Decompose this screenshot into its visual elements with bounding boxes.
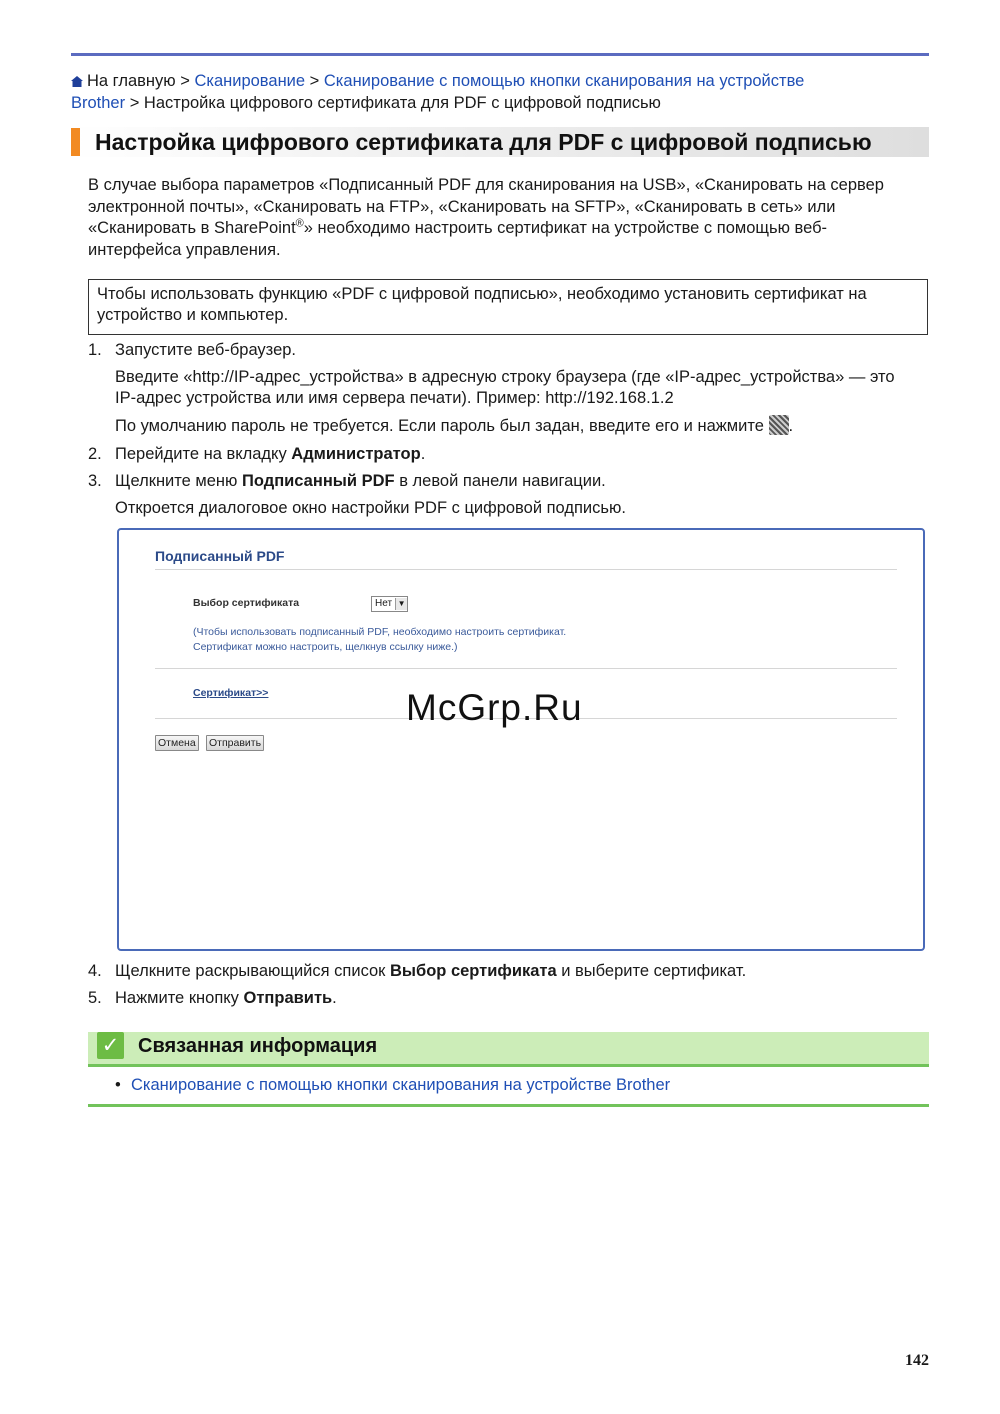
step-text-end: . (420, 445, 426, 463)
step-5 (88, 987, 337, 1009)
check-icon: ✓ (97, 1032, 124, 1059)
intro-line: «Сканировать в SharePoint (88, 219, 296, 237)
step-text: Щелкните меню (115, 472, 242, 490)
intro-line: В случае выбора параметров «Подписанный PDF для сканирования на USB», «Сканировать на сервер (88, 176, 884, 194)
step-1-password (115, 415, 925, 437)
page-number: 142 (905, 1352, 929, 1369)
title-accent-bar (71, 128, 80, 156)
step-text-end: и выберите сертификат. (556, 962, 747, 980)
step-text: Щелкните раскрывающийся список (115, 962, 390, 980)
screenshot-title: Подписанный PDF (155, 548, 285, 564)
page-title-bar (71, 127, 929, 157)
divider (155, 569, 897, 570)
page-title: Настройка цифрового сертификата для PDF с цифровой подписью (95, 129, 872, 155)
breadcrumb-home[interactable]: На главную (87, 72, 176, 90)
step-detail-line: По умолчанию пароль не требуется. Если пароль был задан, введите его и нажмите (115, 417, 764, 435)
divider (155, 668, 897, 669)
cert-hint (193, 625, 566, 655)
step-text-end: в левой панели навигации. (394, 472, 606, 490)
step-text: Перейдите на вкладку (115, 445, 292, 463)
step-detail-line: IP-адрес устройства или имя сервера печати). Пример: http://192.168.1.2 (115, 389, 674, 407)
step-1-detail (115, 367, 925, 409)
step-number: 3. (88, 472, 102, 490)
step-number: 5. (88, 989, 102, 1007)
step-number: 1. (88, 341, 102, 359)
registered-mark: ® (295, 217, 304, 230)
step-text-end: . (332, 989, 337, 1007)
submit-button[interactable]: Отправить (206, 735, 264, 751)
related-info-item (115, 1074, 670, 1096)
login-arrow-icon (769, 415, 789, 435)
embedded-screenshot (117, 528, 925, 951)
certificate-link[interactable]: Сертификат>> (193, 687, 269, 699)
step-bold: Администратор (291, 445, 421, 463)
step-bold: Выбор сертификата (390, 962, 557, 980)
step-bold: Подписанный PDF (242, 472, 395, 490)
breadcrumb-link-scan-button-part1[interactable]: Сканирование с помощью кнопки сканирования на устройстве (323, 72, 805, 90)
step-text: Запустите веб-браузер. (115, 341, 297, 359)
cert-select-value: Нет (375, 598, 393, 609)
note-box: Чтобы использовать функцию «PDF с цифровой подписью», необходимо установить сертификат на устройство и компьютер. (88, 279, 928, 335)
breadcrumb-current: Настройка цифрового сертификата для PDF с цифровой подписью (143, 94, 661, 112)
step-3 (88, 470, 606, 492)
hint-line: Сертификат можно настроить, щелкнув ссылку ниже.) (193, 641, 458, 653)
related-info-title: Связанная информация (138, 1035, 378, 1057)
breadcrumb-separator: > (175, 72, 195, 90)
intro-line: электронной почты», «Сканировать на FTP», «Сканировать на SFTP», «Сканировать в сеть» или (88, 197, 836, 216)
cert-select-label: Выбор сертификата (193, 597, 300, 609)
chevron-down-icon: ▼ (395, 598, 407, 610)
hint-line: (Чтобы использовать подписанный PDF, необходимо настроить сертификат. (193, 626, 567, 638)
cancel-button[interactable]: Отмена (155, 735, 199, 751)
home-icon[interactable] (71, 76, 83, 87)
related-link-scan-button[interactable]: Сканирование с помощью кнопки сканирования на устройстве Brother (131, 1076, 671, 1094)
step-4 (88, 960, 746, 982)
cert-select-dropdown[interactable] (371, 596, 408, 612)
step-number: 4. (88, 962, 102, 980)
step-3-detail: Откроется диалоговое окно настройки PDF с цифровой подписью. (115, 499, 626, 517)
step-2 (88, 443, 425, 465)
breadcrumb-separator: > (125, 94, 144, 112)
bullet: • (115, 1076, 121, 1094)
step-detail-end: . (788, 417, 794, 435)
step-1 (88, 339, 296, 361)
breadcrumb-separator: > (305, 72, 324, 90)
intro-line: » необходимо настроить сертификат на устройстве с помощью веб- (303, 219, 828, 237)
related-info-header (88, 1032, 929, 1067)
watermark: McGrp.Ru (406, 687, 583, 728)
breadcrumb-link-scanning[interactable]: Сканирование (194, 72, 306, 90)
top-rule (71, 53, 929, 56)
intro-line: интерфейса управления. (88, 240, 281, 259)
intro-paragraph (88, 175, 930, 261)
step-text: Нажмите кнопку (115, 989, 244, 1007)
breadcrumb (71, 70, 931, 114)
related-info-bottom-rule (88, 1104, 929, 1107)
step-bold: Отправить (243, 989, 333, 1007)
step-number: 2. (88, 445, 102, 463)
step-detail-line: Введите «http://IP-адрес_устройства» в адресную строку браузера (где «IP-адрес_устройства» — это (115, 368, 895, 386)
breadcrumb-link-scan-button-part2[interactable]: Brother (71, 94, 126, 112)
